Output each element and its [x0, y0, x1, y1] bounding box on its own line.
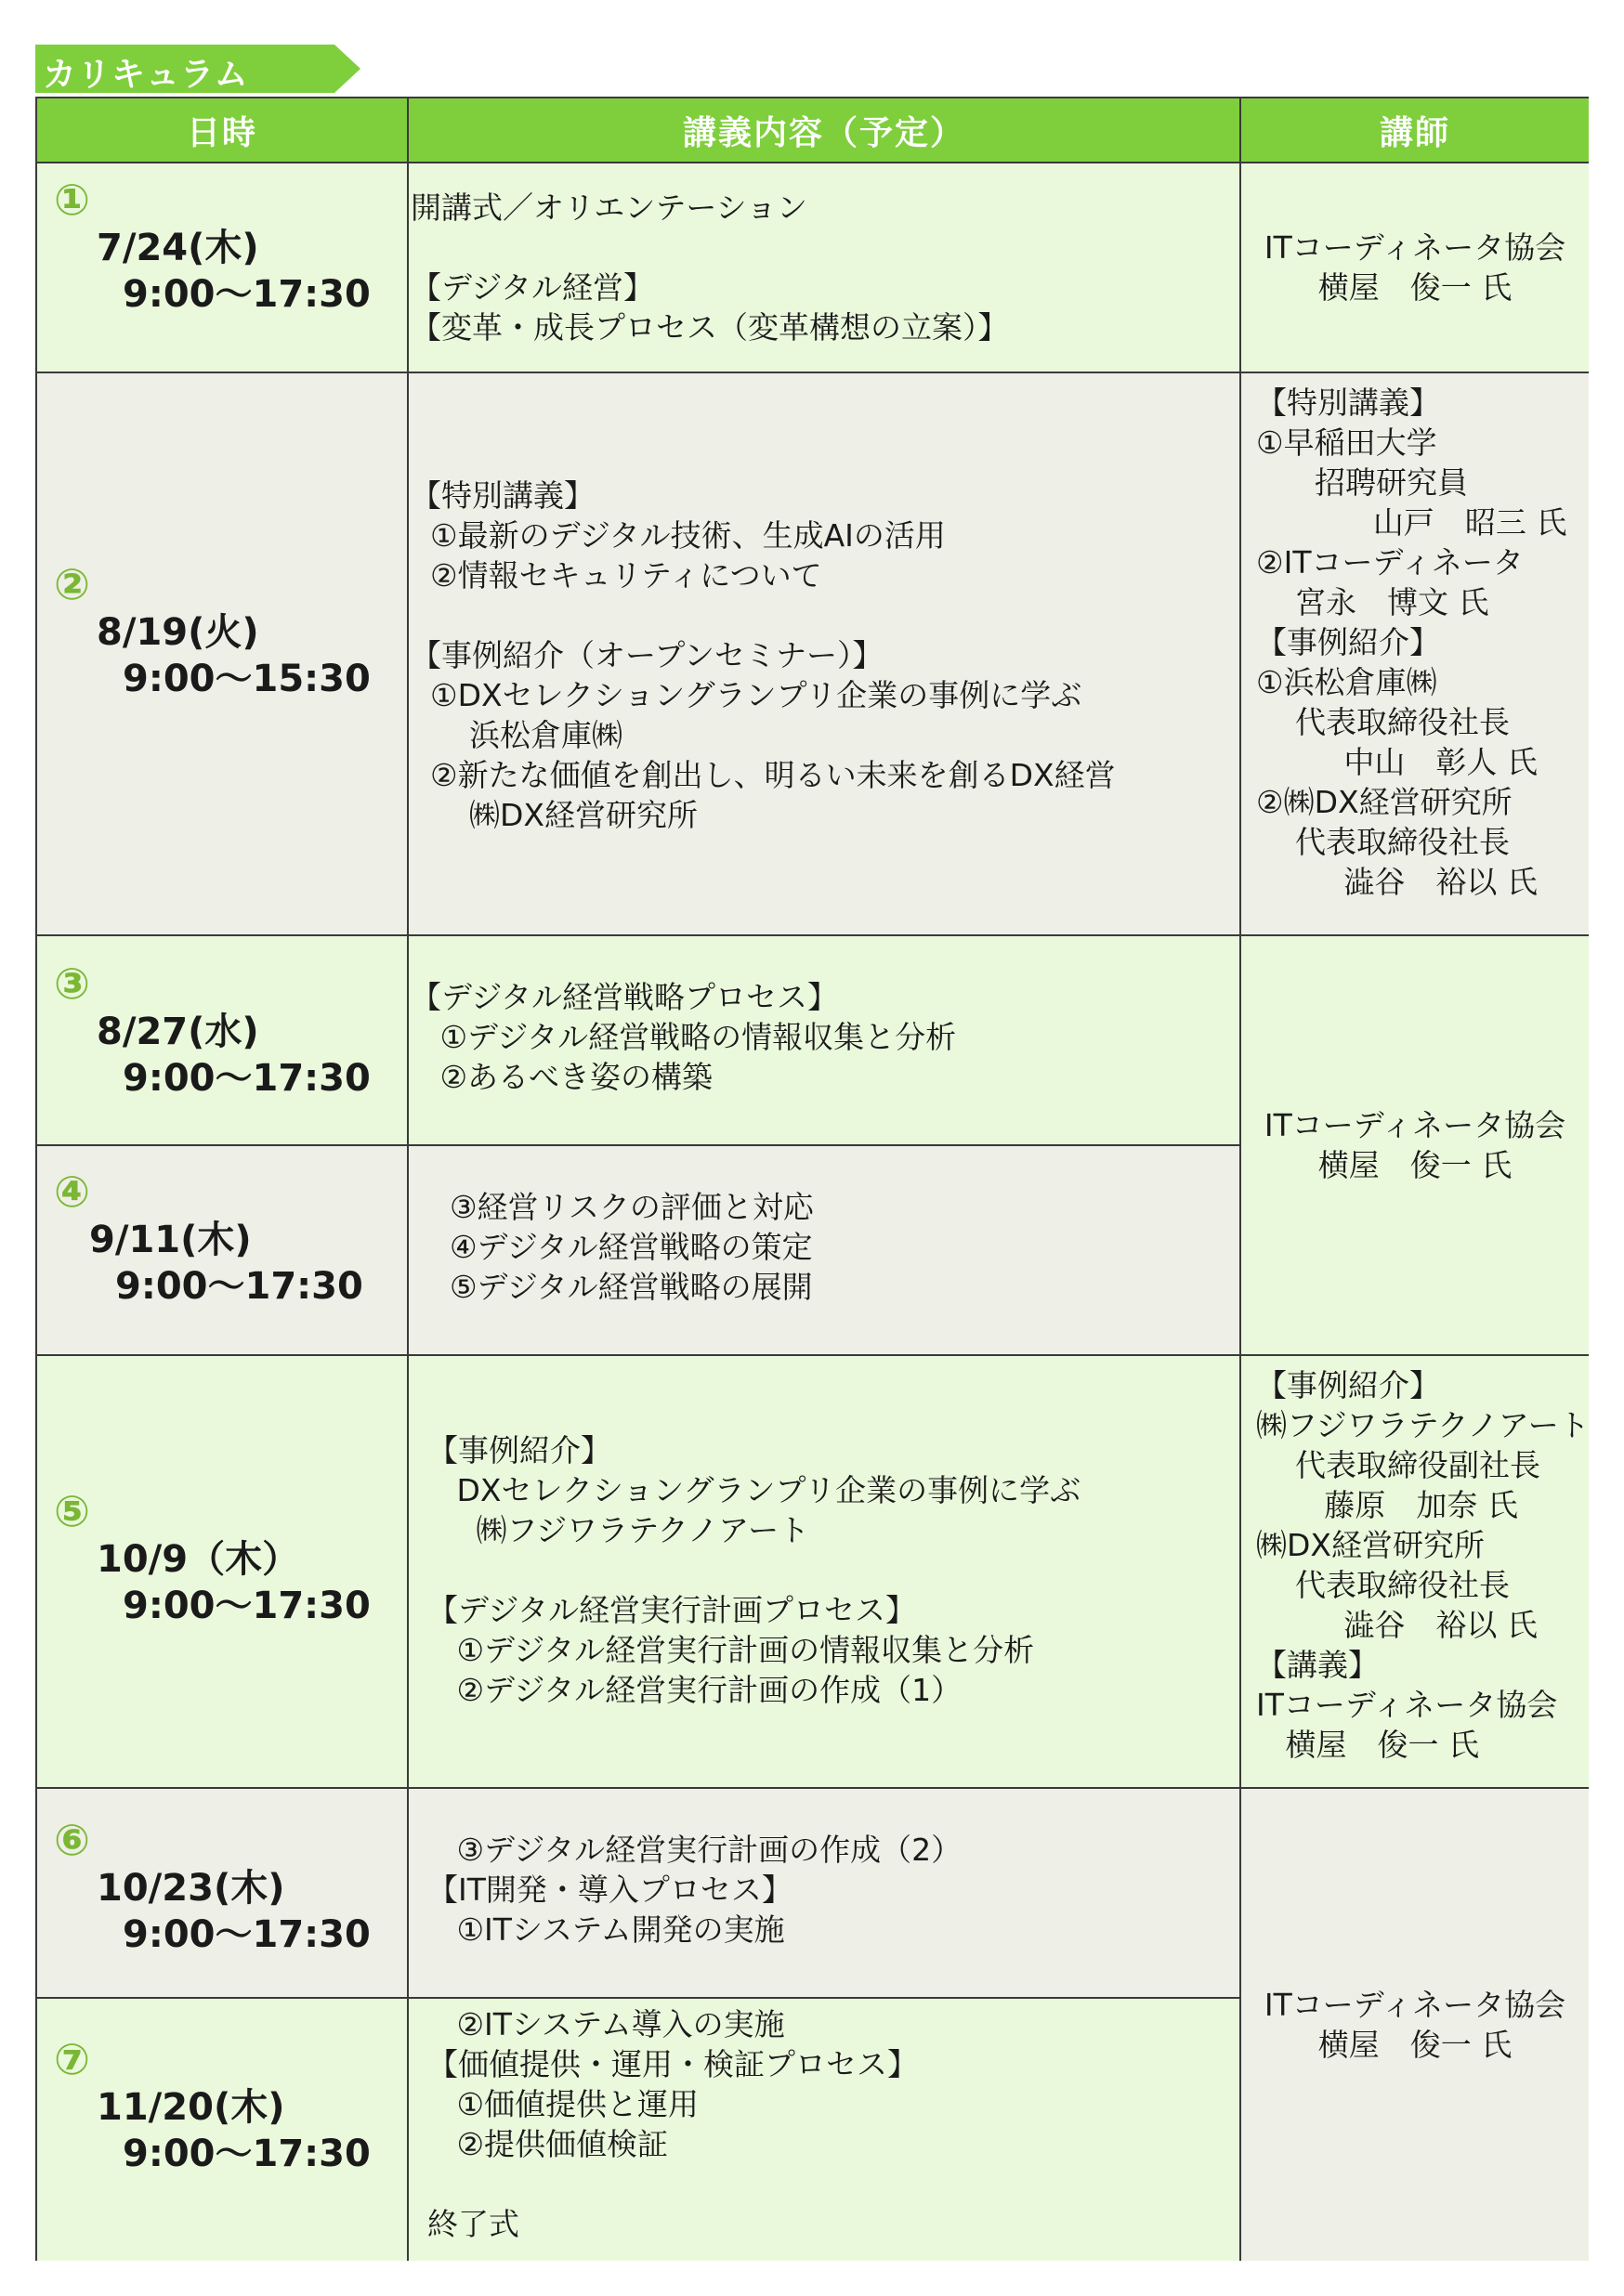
session-time: 9:00～17:30	[123, 1585, 371, 1627]
lecturer-line: ITコーディネータ協会	[1256, 1687, 1558, 1723]
content-line: ②あるべき姿の構築	[411, 1059, 714, 1095]
content-line: DXセレクショングランプリ企業の事例に学ぶ	[427, 1472, 1081, 1508]
content-line: ⑤デジタル経営戦略の展開	[411, 1269, 813, 1305]
header-datetime	[35, 97, 407, 162]
lecturer-line: 【事例紹介】	[1256, 624, 1440, 660]
content-line: ①デジタル経営戦略の情報収集と分析	[411, 1019, 957, 1055]
lecturer-line: 【特別講義】	[1256, 385, 1440, 421]
lecturer-line: ②ITコーディネータ	[1256, 544, 1524, 581]
lecturer-line: 横屋 俊一 氏	[1317, 1147, 1513, 1183]
content-line: ②ITシステム導入の実施	[427, 2006, 785, 2042]
session-6-content	[407, 1787, 1239, 1997]
content-line: ②提供価値検証	[427, 2126, 669, 2162]
session-date: 7/24(木)	[97, 227, 259, 269]
session-3-content	[407, 934, 1239, 1144]
lecturer-line: 澁谷 裕以 氏	[1256, 864, 1538, 900]
section-label: カリキュラム	[43, 56, 249, 94]
session-time: 9:00～17:30	[123, 2133, 371, 2175]
session-2-datetime	[35, 372, 407, 934]
content-line: ①価値提供と運用	[427, 2086, 700, 2122]
session-time: 9:00～15:30	[123, 658, 371, 700]
content-line: ①デジタル経営実行計画の情報収集と分析	[427, 1632, 1035, 1668]
curriculum-table	[35, 97, 1589, 2261]
content-line: 終了式	[427, 2206, 519, 2242]
session-number: ⑦	[54, 2034, 90, 2084]
lecturer-line: ㈱DX経営研究所	[1256, 1527, 1486, 1563]
lecturer-line: ㈱フジワラテクノアート	[1256, 1407, 1590, 1443]
lecturer-line: 中山 彰人 氏	[1256, 744, 1538, 780]
lecturer-line: ITコーディネータ協会	[1264, 1987, 1566, 2023]
content-line: ㈱DX経営研究所	[411, 797, 698, 833]
lecturer-line: 横屋 俊一 氏	[1317, 269, 1513, 306]
session-3-4-lecturer	[1239, 934, 1589, 1354]
session-6-datetime	[35, 1787, 407, 1997]
lecturer-line: ITコーディネータ協会	[1264, 229, 1566, 266]
session-time: 9:00～17:30	[115, 1265, 363, 1308]
session-date: 9/11(木)	[89, 1219, 252, 1261]
session-time: 9:00～17:30	[123, 1057, 371, 1100]
content-line: ③経営リスクの評価と対応	[411, 1189, 814, 1225]
content-line: 浜松倉庫㈱	[411, 717, 622, 753]
header-content-label: 講義内容（予定）	[682, 113, 965, 152]
session-number: ⑤	[54, 1486, 90, 1536]
session-5-content	[407, 1354, 1239, 1787]
lecturer-line: 代表取締役社長	[1256, 704, 1510, 740]
session-date: 11/20(木)	[97, 2086, 285, 2129]
session-5-lecturer	[1239, 1354, 1589, 1787]
session-4-datetime	[35, 1144, 407, 1354]
session-2-content	[407, 372, 1239, 934]
lecturer-line: ITコーディネータ協会	[1264, 1107, 1566, 1143]
session-time: 9:00～17:30	[123, 1913, 371, 1956]
lecturer-line: ①早稲田大学	[1256, 424, 1437, 461]
lecturer-line: 山戸 昭三 氏	[1256, 504, 1567, 541]
lecturer-line: 招聘研究員	[1256, 464, 1468, 501]
session-1-datetime	[35, 162, 407, 372]
session-date: 10/23(木)	[97, 1867, 285, 1910]
content-line: 【事例紹介】	[427, 1432, 611, 1468]
content-line: 【価値提供・運用・検証プロセス】	[427, 2046, 918, 2082]
content-line: ④デジタル経営戦略の策定	[411, 1229, 813, 1265]
content-line: ①ITシステム開発の実施	[427, 1911, 785, 1948]
header-lecturer-label: 講師	[1379, 113, 1450, 152]
session-number: ④	[54, 1167, 90, 1217]
session-number: ⑥	[54, 1815, 90, 1865]
content-line: 【デジタル経営実行計画プロセス】	[427, 1592, 917, 1628]
session-number: ②	[54, 559, 90, 609]
session-4-content	[407, 1144, 1239, 1354]
lecturer-line: 横屋 俊一 氏	[1317, 2027, 1513, 2063]
content-line: 【特別講義】	[411, 477, 595, 514]
session-2-lecturer	[1239, 372, 1589, 934]
header-content	[407, 97, 1239, 162]
content-line: ①DXセレクショングランプリ企業の事例に学ぶ	[411, 677, 1082, 713]
session-date: 8/19(火)	[97, 611, 259, 654]
content-line: 【変革・成長プロセス（変革構想の立案）】	[411, 309, 1009, 346]
lecturer-line: 横屋 俊一 氏	[1256, 1727, 1479, 1763]
session-number: ①	[54, 175, 90, 225]
lecturer-line: 藤原 加奈 氏	[1256, 1487, 1518, 1523]
lecturer-line: 宮永 博文 氏	[1256, 584, 1489, 620]
lecturer-line: 代表取締役副社長	[1256, 1447, 1540, 1483]
content-line	[411, 595, 1239, 635]
session-1-lecturer	[1239, 162, 1589, 372]
content-line: ②デジタル経営実行計画の作成（1）	[427, 1672, 963, 1708]
session-5-datetime	[35, 1354, 407, 1787]
content-line: ㈱フジワラテクノアート	[427, 1512, 810, 1548]
lecturer-line: 澁谷 裕以 氏	[1256, 1607, 1538, 1643]
content-line	[427, 1550, 1239, 1590]
content-line: ②情報セキュリティについて	[411, 557, 822, 594]
lecturer-line: 【事例紹介】	[1256, 1367, 1440, 1403]
session-1-content	[407, 162, 1239, 372]
session-7-datetime	[35, 1997, 407, 2261]
session-number: ③	[54, 959, 90, 1009]
content-line: ③デジタル経営実行計画の作成（2）	[427, 1832, 963, 1868]
session-date: 8/27(水)	[97, 1011, 259, 1053]
content-line: 【デジタル経営】	[411, 269, 655, 306]
session-3-datetime	[35, 934, 407, 1144]
session-date: 10/9（木）	[97, 1538, 300, 1581]
session-6-7-lecturer	[1239, 1787, 1589, 2261]
content-line: ①最新のデジタル技術、生成AIの活用	[411, 517, 946, 554]
lecturer-line: 【講義】	[1256, 1647, 1379, 1683]
lecturer-line: ①浜松倉庫㈱	[1256, 664, 1437, 700]
content-line: 【事例紹介（オープンセミナー）】	[411, 637, 884, 673]
lecturer-line: ②㈱DX経営研究所	[1256, 784, 1513, 820]
content-line: ②新たな価値を創出し、明るい未来を創るDX経営	[411, 757, 1116, 793]
session-7-content	[407, 1997, 1239, 2261]
content-line: 【デジタル経営戦略プロセス】	[411, 979, 839, 1015]
header-lecturer	[1239, 97, 1589, 162]
header-datetime-label: 日時	[186, 113, 257, 152]
content-line	[411, 228, 1239, 267]
content-line: 開講式／オリエンテーション	[411, 189, 808, 226]
session-time: 9:00～17:30	[123, 273, 371, 316]
section-banner	[35, 45, 360, 93]
lecturer-line: 代表取締役社長	[1256, 824, 1510, 860]
content-line: 【IT開発・導入プロセス】	[427, 1872, 792, 1908]
lecturer-line: 代表取締役社長	[1256, 1567, 1510, 1603]
content-line	[427, 2164, 1239, 2204]
